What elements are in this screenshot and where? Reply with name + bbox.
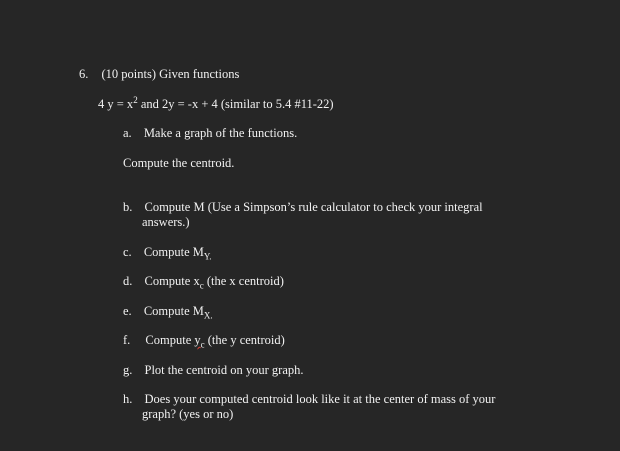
item-f-text: Compute $y_c$ (the y centroid) — [145, 333, 285, 350]
question-number: 6. — [79, 67, 89, 81]
given-equations: 4 $y = x^2$ and 2y = -x + 4 (similar to 5.4 #11-22) — [98, 94, 334, 111]
item-g-marker: g. — [123, 363, 133, 377]
item-h-marker: h. — [123, 392, 133, 406]
item-c-marker: c. — [123, 245, 132, 259]
item-g-text: Plot the centroid on your graph. — [144, 363, 304, 377]
item-a-marker: a. — [123, 126, 132, 140]
item-b-text: Compute M (Use a Simpson’s rule calculator to check your integral — [144, 200, 483, 214]
item-b-continued: answers.) — [142, 215, 190, 229]
item-d-text: Compute $x_c$ (the x centroid) — [144, 274, 284, 291]
item-a — [123, 126, 297, 141]
item-c — [123, 245, 211, 260]
item-a-text: Make a graph of the functions. — [143, 126, 298, 140]
item-b-marker: b. — [123, 200, 133, 214]
question-title: (10 points) Given functions — [101, 67, 240, 81]
item-d — [123, 274, 284, 289]
item-f-marker: f. — [123, 333, 131, 347]
item-e-marker: e. — [123, 304, 132, 318]
item-e — [123, 304, 213, 319]
centroid-note: Compute the centroid. — [123, 156, 235, 170]
item-f — [123, 333, 285, 348]
spellcheck-underlined-word: $y_c$ — [194, 333, 205, 350]
item-h — [123, 392, 495, 407]
item-g — [123, 363, 304, 378]
item-d-marker: d. — [123, 274, 133, 288]
item-b — [123, 200, 483, 215]
item-h-text: Does your computed centroid look like it at the center of mass of your — [144, 392, 496, 406]
question-header — [79, 67, 239, 82]
item-h-continued: graph? (yes or no) — [142, 407, 234, 421]
item-e-text: Compute $M_{X.}$ — [143, 304, 213, 321]
item-c-text: Compute $M_{Y.}$ — [143, 245, 212, 262]
